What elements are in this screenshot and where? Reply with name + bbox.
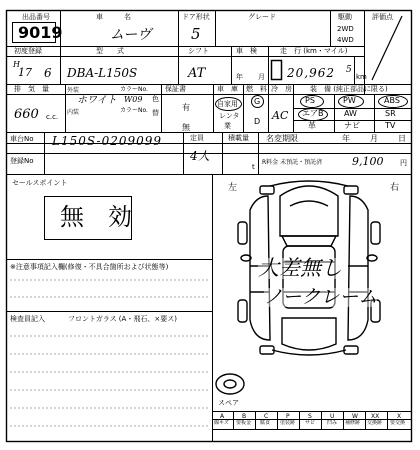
equip-aw: AW — [344, 109, 357, 118]
warranty-yes: 有 — [182, 103, 190, 112]
grade-label: グレード — [248, 13, 276, 21]
legend-meaning: 線キズ — [214, 420, 229, 426]
color-no-label: カラーNo. — [120, 86, 148, 93]
inspection-label: 車 検 — [236, 47, 257, 55]
legend-meaning: 凹み — [327, 420, 338, 426]
color-change-label: 替 — [152, 109, 159, 117]
equip-airbag: エアB — [302, 109, 324, 118]
fuel-gas: G — [254, 97, 261, 106]
legend-code: B — [242, 413, 247, 420]
legend-meaning: 塗装跡 — [280, 420, 296, 426]
yen-unit: 円 — [400, 159, 407, 167]
equip-tv: TV — [385, 121, 396, 130]
legend-meaning: 要交換 — [390, 420, 406, 426]
car-use-label: 車 庫 — [217, 85, 238, 93]
aircon-label: 冷 房 — [271, 85, 292, 93]
cc-unit: c.c. — [46, 113, 59, 121]
legend-code: U — [330, 413, 335, 420]
reg-era: H — [13, 60, 20, 69]
load-unit: t — [252, 163, 255, 171]
fuel-diesel: D — [254, 117, 261, 126]
car-model-name: ムーヴ — [110, 27, 152, 43]
score-label: 評価点 — [372, 13, 393, 21]
lot-number-box — [12, 22, 56, 43]
recycle-fee-value: 9,100 — [352, 155, 384, 168]
exterior-label: 外装 — [67, 87, 80, 94]
legend-meaning: 補修跡 — [345, 420, 361, 426]
sales-point-label: セールスポイント — [12, 179, 68, 187]
aircon-value: AC — [272, 109, 289, 122]
door-count: 5 — [191, 25, 201, 43]
legend-meaning: 交換跡 — [367, 420, 383, 426]
inspector-label: 検査員記入 — [10, 315, 45, 323]
inspection-year-unit: 年 — [236, 73, 243, 81]
legend-code: X — [397, 413, 402, 420]
equip-navi: ナビ — [344, 121, 360, 130]
legend-code: A — [220, 413, 225, 420]
reg-month: 6 — [44, 66, 52, 80]
mileage-unit-mark: 5 — [346, 65, 352, 75]
spare-label: スペア — [218, 399, 239, 407]
equip-ps: PS — [305, 96, 315, 105]
legend-meaning: 腐食 — [260, 420, 271, 426]
chassis-label: 車台No — [10, 135, 34, 143]
car-name-label: 車 名 — [96, 13, 131, 21]
equip-ps-circle — [300, 95, 324, 108]
mileage-value: 20,962 — [287, 66, 335, 80]
fuel-label: 燃 料 — [246, 85, 267, 93]
windshield-label: フロントガラス (A・飛石、×要ス) — [68, 315, 177, 323]
handwritten-note-2: ノークレーム — [264, 286, 378, 308]
drive-2wd: 2WD — [337, 25, 354, 33]
lot-number: 9019 — [18, 23, 63, 42]
equip-sr: SR — [385, 109, 396, 118]
diagram-right-label: 右 — [390, 183, 400, 193]
equip-pw: PW — [343, 96, 356, 105]
displacement-label: 排 気 量 — [14, 85, 49, 93]
name-change-month: 月 — [370, 134, 378, 143]
lot-number-label: 出品番号 — [22, 13, 50, 21]
inspection-month-unit: 月 — [258, 73, 265, 81]
equip-leather: 革 — [308, 121, 316, 130]
model-code: DBA-L150S — [67, 66, 138, 80]
equip-abs-circle — [378, 95, 408, 108]
first-reg-label: 初度登録 — [14, 47, 42, 55]
equip-pw-circle — [338, 95, 364, 108]
color-no-label-2: カラーNo. — [120, 107, 148, 114]
legend-code: XX — [371, 413, 380, 420]
fuel-circle — [251, 95, 264, 108]
color-code: W09 — [124, 95, 143, 104]
name-change-day: 日 — [398, 134, 406, 143]
name-change-year: 年 — [342, 134, 350, 143]
diagram-left-label: 左 — [228, 183, 238, 193]
car-use-circle — [215, 97, 242, 111]
km-unit: km — [356, 73, 367, 81]
interior-label: 内装 — [67, 109, 80, 116]
mileage-label: 走 行 (km・マイル) — [280, 47, 348, 55]
equip-airbag-circle — [298, 108, 328, 121]
warranty-no: 無 — [182, 123, 190, 132]
shift-value: AT — [188, 66, 206, 81]
recycle-fee-label: R料金 未預託・預託済 — [262, 159, 323, 166]
car-use-business: 業 — [224, 122, 231, 130]
exterior-color: ホワイト — [77, 95, 117, 106]
handwritten-note-1: 大差無し — [258, 256, 342, 280]
shift-label: シフト — [188, 47, 209, 55]
drive-label: 駆動 — [338, 13, 352, 21]
legend-meaning: サビ — [305, 420, 316, 426]
drive-4wd: 4WD — [337, 36, 354, 44]
warranty-label: 保証書 — [165, 85, 186, 93]
name-change-label: 名変期限 — [266, 134, 298, 143]
car-use-rental: レンタ — [219, 112, 240, 120]
reg-year: 17 — [18, 66, 32, 79]
capacity-value: 4人 — [190, 149, 210, 163]
equip-abs: ABS — [384, 96, 400, 105]
legend-code: W — [352, 413, 358, 420]
displacement-value: 660 — [14, 107, 39, 122]
door-type-label: ドア形状 — [182, 13, 210, 21]
legend-code: C — [264, 413, 269, 420]
legend-code: P — [286, 413, 290, 420]
model-type-label: 型 式 — [96, 47, 124, 55]
chassis-number: L150S-0209099 — [52, 134, 163, 148]
color-label: 色 — [152, 95, 159, 103]
invalid-stamp: 無 効 — [60, 203, 132, 231]
equipment-label: 装 備 (純正部品に限る) — [310, 85, 388, 93]
car-use-private: 自家用 — [217, 100, 238, 108]
legend-code: S — [308, 413, 312, 420]
reg-number-label: 登録No — [10, 157, 34, 165]
caution-label: ※注意事項記入欄(修復・不具合箇所および状態等) — [10, 263, 169, 271]
legend-meaning: 要板金 — [236, 420, 252, 426]
capacity-label: 定員 — [190, 134, 204, 142]
load-label: 積載量 — [228, 134, 249, 142]
